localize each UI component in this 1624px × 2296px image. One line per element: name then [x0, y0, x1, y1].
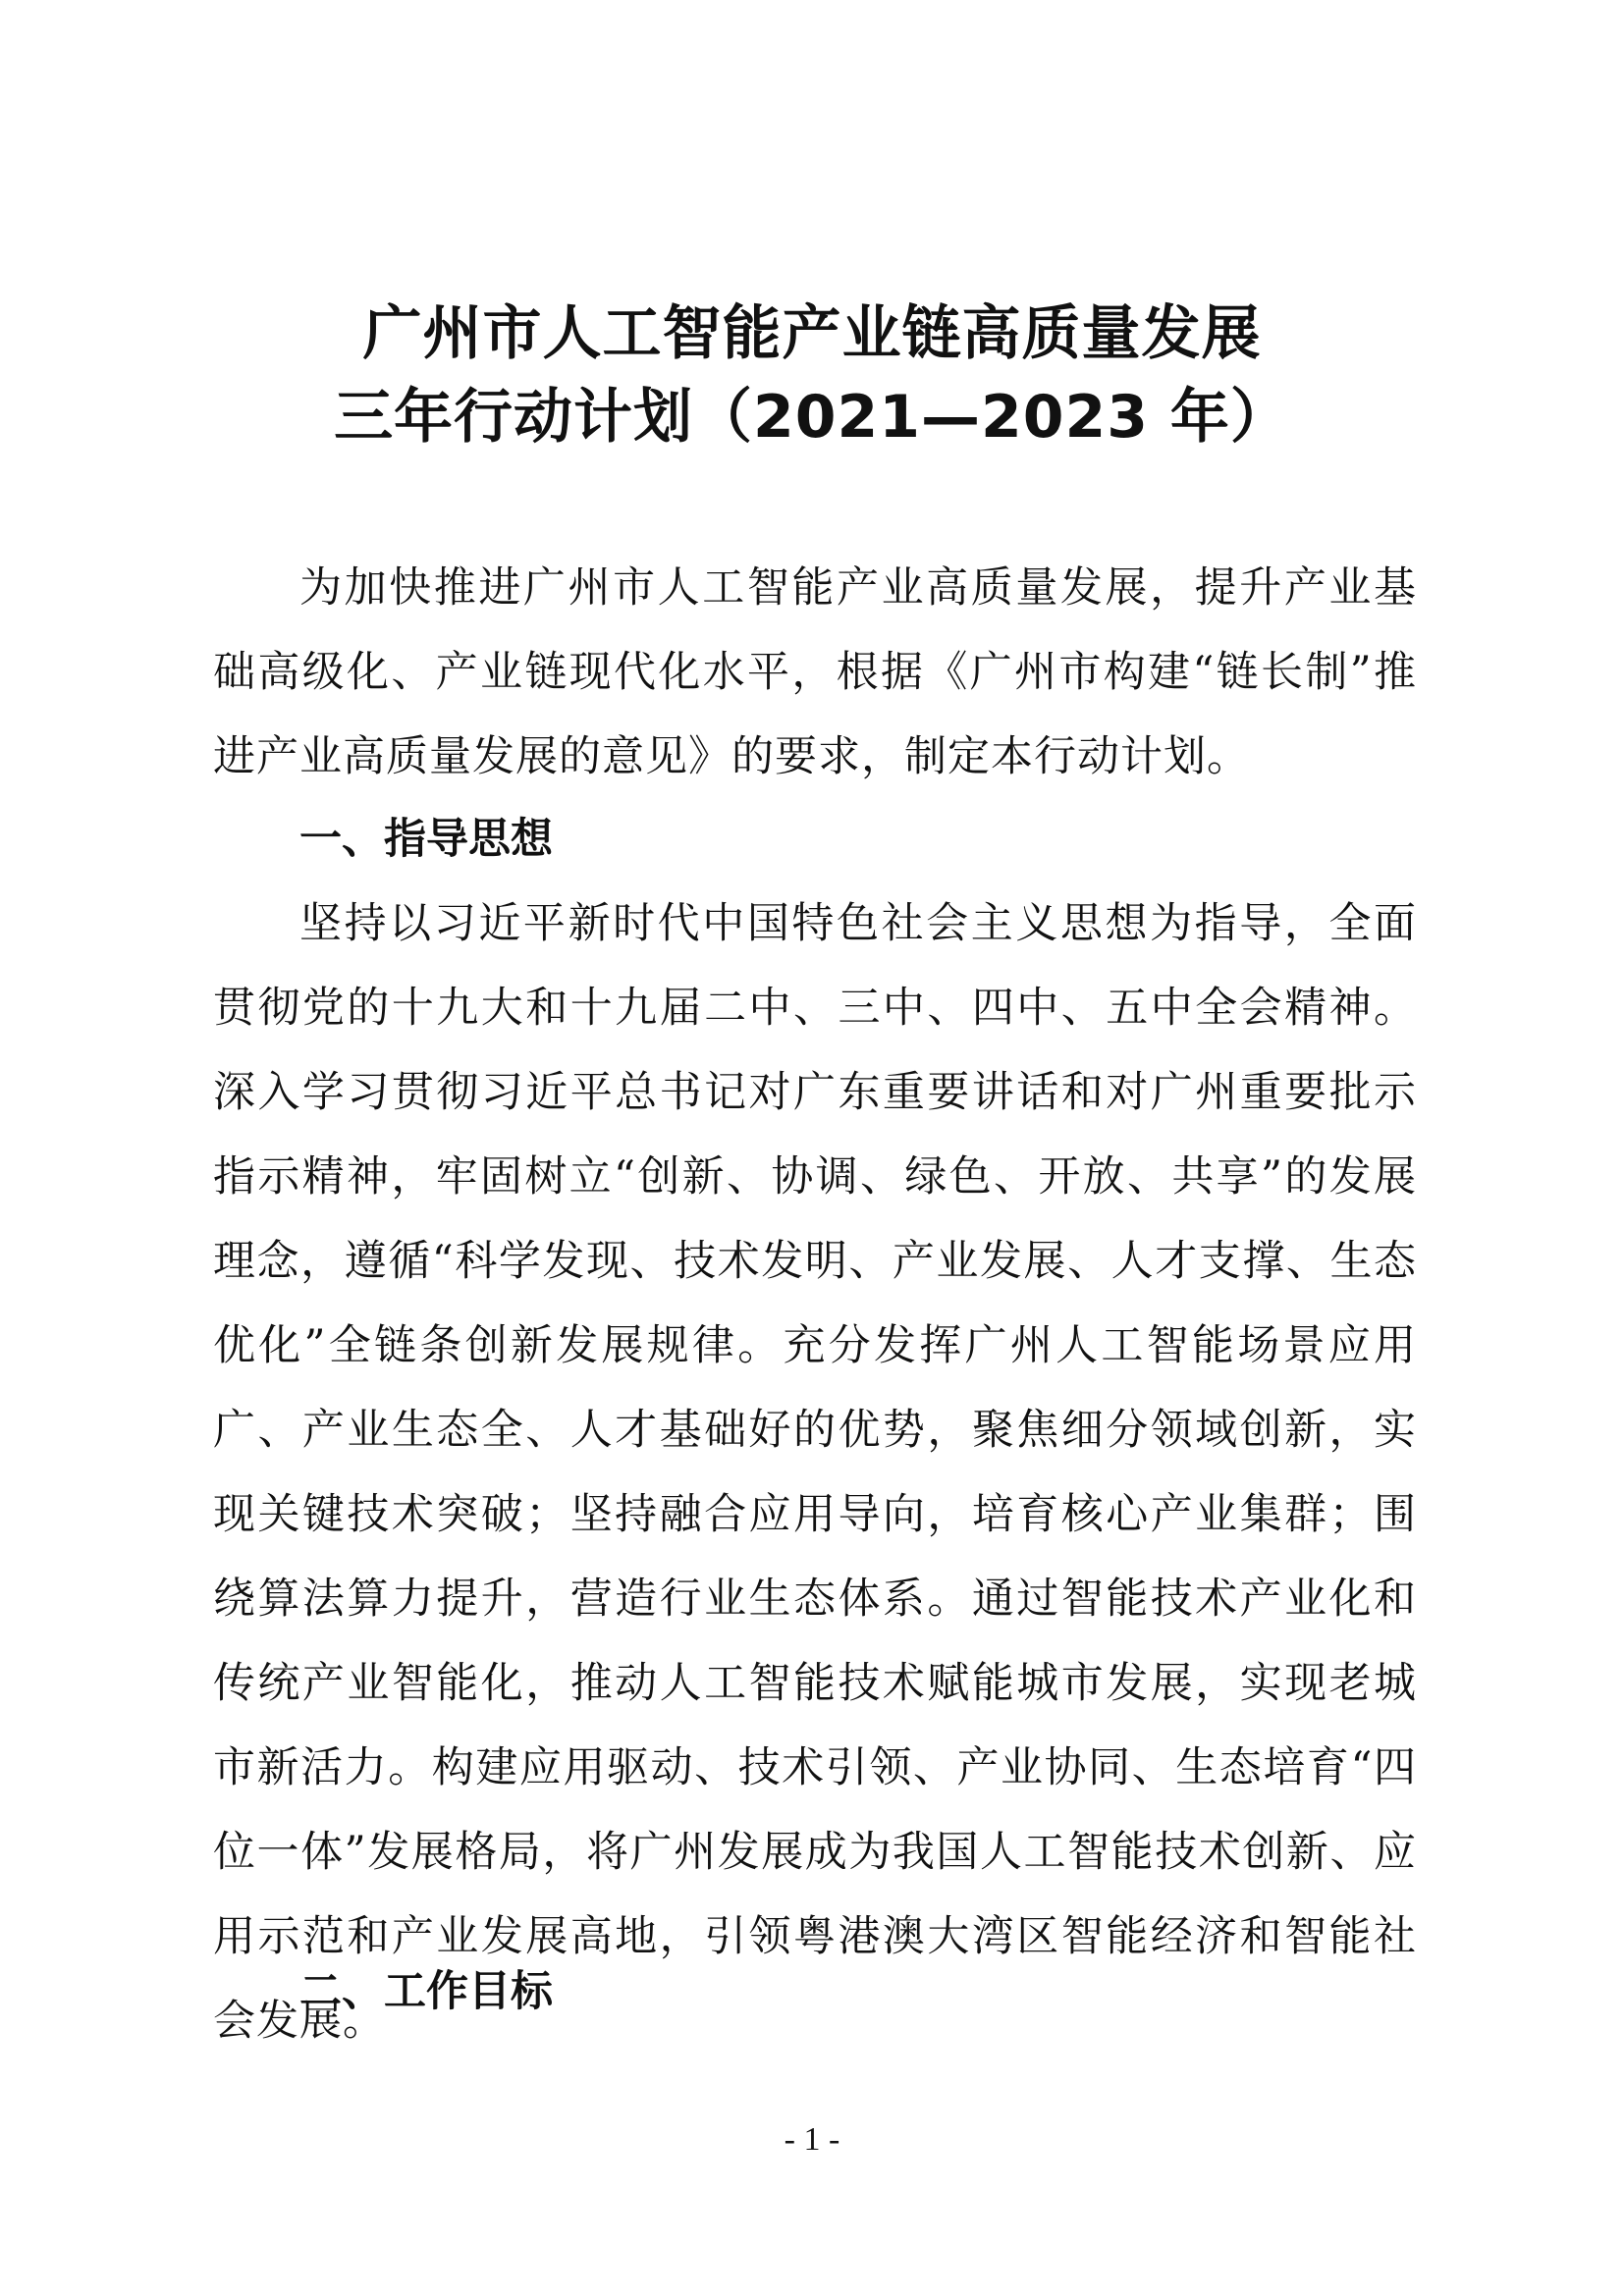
page-number: - 1 -: [784, 2121, 840, 2158]
section-heading-guiding-ideology: 一、指导思想: [299, 815, 553, 864]
document-title-line-1: 广州市人工智能产业链高质量发展: [362, 299, 1262, 368]
section-heading-work-goals: 二、工作目标: [299, 1967, 553, 2016]
document-title-line-2: 三年行动计划（2021—2023 年）: [334, 383, 1290, 452]
intro-paragraph: 为加快推进广州市人工智能产业高质量发展，提升产业基础高级化、产业链现代化水平，根据《广州市构建“链长制”推进产业高质量发展的意见》的要求，制定本行动计划。: [213, 563, 1417, 781]
section-body-guiding-ideology: 坚持以习近平新时代中国特色社会主义思想为指导，全面贯彻党的十九大和十九届二中、三中、四中、五中全会精神。深入学习贯彻习近平总书记对广东重要讲话和对广州重要批示指示精神，牢固树立“创新、协调、绿色、开放、共享”的发展理念，遵循“科学发现、技术发明、产业发展、人才支撑、生态优化”全链条创新发展规律。充分发挥广州人工智能场景应用广、产业生态全、人才基础好的优势，聚焦细分领域创新，实现关键技术突破；坚持融合应用导向，培育核心产业集群；围绕算法算力提升，营造行业生态体系。通过智能技术产业化和传统产业智能化，推动人工智能技术赋能城市发展，实现老城市新活力。构建应用驱动、技术引领、产业协同、生态培育“四位一体”发展格局，将广州发展成为我国人工智能技术创新、应用示范和产业发展高地，引领粤港澳大湾区智能经济和智能社会发展。: [213, 899, 1417, 2046]
